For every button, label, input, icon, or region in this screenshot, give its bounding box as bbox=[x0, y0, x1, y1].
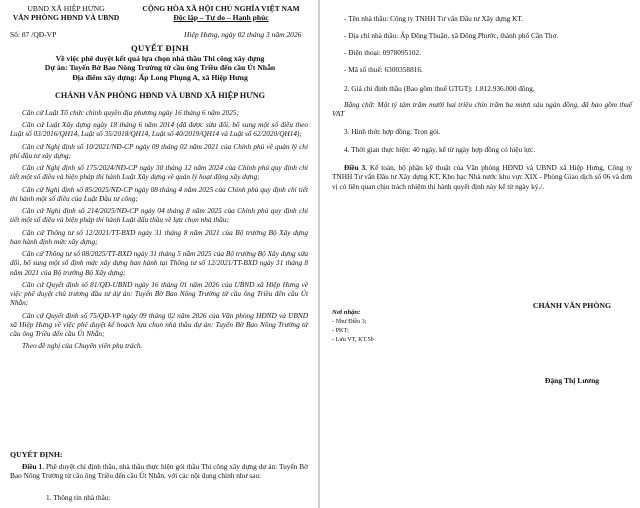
agency-line-1: UBND XÃ HIỆP HƯNG bbox=[27, 4, 105, 13]
construction-location: Địa điểm xây dựng: Ấp Long Phụng A, xã Hiệp Hưng bbox=[72, 72, 248, 82]
article-3-label: Điều 3. bbox=[344, 163, 367, 172]
document-date: Hiệp Hưng, ngày 02 tháng 3 năm 2026 bbox=[184, 30, 302, 39]
legal-basis-item: Căn cứ Quyết định số 75/QĐ-VP ngày 09 tháng 02 năm 2026 của Văn phòng HĐND và UBND xã Hiệp Hưng về việc phê duyệt kế hoạch lựa chọn nhà thầu dự án: Tuyến Bờ Bao Nông Trường từ cầu ông Triều đến cầu Út Nhẫn; bbox=[10, 310, 308, 339]
execution-time: 4. Thời gian thực hiện: 40 ngày, kể từ ngày hợp đồng có hiệu lực. bbox=[344, 145, 536, 154]
nation-name: CỘNG HÒA XÃ HỘI CHỦ NGHĨA VIỆT NAM bbox=[142, 4, 300, 13]
recipients-heading: Nơi nhận: bbox=[332, 309, 361, 316]
contractor-address: - Địa chỉ nhà thầu: Ấp Đông Thuận, xã Đông Phước, thành phố Cần Thơ. bbox=[344, 31, 559, 40]
signatory-title: CHÁNH VĂN PHÒNG bbox=[532, 301, 612, 310]
contract-price: 2. Giá chỉ định thầu (Bao gồm thuế GTGT): 1.812.936.000 đồng. bbox=[344, 84, 535, 93]
article-1 bbox=[10, 462, 308, 481]
national-header bbox=[128, 4, 314, 22]
national-motto: Độc lập – Tự do – Hạnh phúc bbox=[173, 13, 269, 22]
price-words-label: Bằng chữ: bbox=[344, 100, 376, 109]
legal-basis-item: Căn cứ Thông tư số 08/2025/TT-BXD ngày 31 tháng 5 năm 2025 của Bộ trưởng Bộ Xây dựng sửa đổi, bổ sung một số định mức xây dựng ban hành tại Thông tư số 12/2021/TT-BXD ngày 31 tháng 8 năm 2021 của Bộ trưởng Bộ Xây dựng; bbox=[10, 249, 308, 277]
legal-basis-item: Căn cứ Nghị định số 10/2021/NĐ-CP ngày 09 tháng 02 năm 2021 của Chính phủ về quản lý chi phí đầu tư xây dựng; bbox=[10, 141, 308, 160]
legal-basis-list bbox=[10, 108, 308, 354]
decision-title-block bbox=[10, 43, 310, 82]
legal-basis-item: Căn cứ Nghị định số 214/2025/NĐ-CP ngày 04 tháng 8 năm 2025 của Chính phủ quy định chi tiết một số điều và biện pháp thi hành Luật đấu thầu về lựa chọn nhà thầu; bbox=[10, 206, 308, 225]
agency-line-2: VĂN PHÒNG HĐND VÀ UBND bbox=[12, 13, 120, 22]
legal-basis-item: Theo đề nghị của Chuyên viên phụ trách. bbox=[22, 341, 143, 351]
recipient-item: - PKT; bbox=[332, 327, 349, 334]
article-1-label: Điều 1 bbox=[22, 462, 43, 471]
legal-basis-item: Căn cứ Luật Tổ chức chính quyền địa phương ngày 16 tháng 6 năm 2025; bbox=[22, 108, 239, 117]
article-3 bbox=[332, 163, 632, 191]
project-label: Dự án: bbox=[44, 63, 68, 73]
page-divider bbox=[318, 0, 320, 508]
legal-basis-item: Căn cứ Nghị định số 175/2024/NĐ-CP ngày 30 tháng 12 năm 2024 của Chính phủ quy định chi tiết một số điều và biện pháp thi hành Luật Xây dựng về quản lý hoạt động xây dựng; bbox=[10, 163, 308, 182]
decision-heading: QUYẾT ĐỊNH: bbox=[10, 450, 63, 459]
recipients-block bbox=[332, 308, 482, 344]
signatory-name: Đặng Thị Lương bbox=[544, 376, 600, 385]
issuing-agency bbox=[6, 4, 126, 22]
recipient-item: - Như Điều 3; bbox=[332, 318, 367, 325]
contractor-name: - Tên nhà thầu: Công ty TNHH Tư vấn Đầu tư Xây dựng KT. bbox=[344, 14, 524, 23]
document-type: QUYẾT ĐỊNH bbox=[131, 43, 189, 53]
contractor-tax-code: - Mã số thuế: 6300358816. bbox=[344, 65, 423, 74]
article-1-text: . Phê duyệt chỉ định thầu, nhà thầu thực hiện gói thầu Thi công xây dựng dự án: Tuyến Bờ Bao Nông Trường từ cầu ông Triều đến cầu Út Nhẫn, với các nội dung chính như sau: bbox=[10, 462, 308, 481]
contract-price-in-words bbox=[332, 100, 632, 119]
legal-basis-item: Căn cứ Quyết định số 81/QĐ-UBND ngày 16 tháng 01 năm 2026 của UBND xã Hiệp Hưng về việc phê duyệt chủ trương đầu tư dự án: Tuyến Bờ Bao Nông Trường từ cầu ông Triều đến cầu Út Nhẫn; bbox=[10, 279, 308, 308]
contractor-phone: - Điện thoại: 0978095102. bbox=[344, 48, 422, 57]
legal-basis-item: Căn cứ Thông tư số 12/2021/TT-BXD ngày 31 tháng 8 năm 2021 của Bộ trưởng Bộ Xây dựng ban hành định mức xây dựng; bbox=[10, 227, 308, 246]
legal-basis-item: Căn cứ Luật Xây dựng ngày 18 tháng 6 năm 2014 (đã được sửa đổi, bổ sung một số điều theo Luật số 03/2016/QH14, Luật số 35/2018/QH14, Luật số 40/2019/QH14 và Luật số 62/2020/QH14); bbox=[10, 120, 308, 139]
document-number: Số: 87 /QĐ-VP bbox=[10, 30, 57, 39]
project-line bbox=[10, 63, 310, 73]
price-words: Một tỷ tám trăm mười hai triệu chín trăm ba mươi sáu ngàn đồng, đã bao gồm thuế VAT bbox=[332, 100, 632, 119]
document-page-right bbox=[322, 0, 640, 508]
legal-basis-item: Căn cứ Nghị định số 85/2025/NĐ-CP ngày 08 tháng 4 năm 2025 của Chính phủ quy định chi tiết thi hành một số điều của Luật Đầu tư công; bbox=[10, 184, 308, 203]
contract-type: 3. Hình thức hợp đồng: Trọn gói. bbox=[344, 127, 441, 136]
project-name: Tuyến Bờ Bao Nông Trường từ cầu ông Triều đến cầu Út Nhẫn bbox=[69, 63, 276, 73]
contractor-info-heading: 1. Thông tin nhà thầu: bbox=[46, 493, 111, 502]
document-page-left bbox=[0, 0, 316, 508]
decision-subject: Về việc phê duyệt kết quả lựa chọn nhà thầu Thi công xây dựng bbox=[55, 53, 265, 63]
issuing-authority: CHÁNH VĂN PHÒNG HĐND VÀ UBND XÃ HIỆP HƯNG bbox=[55, 91, 265, 100]
recipient-item: - Lưu VT, KT.5b bbox=[332, 336, 374, 343]
article-3-text: Kế toán, bộ phận kỹ thuật của Văn phòng HĐND và UBND xã Hiệp Hưng, Công ty TNHH Tư vấn Đầu tư Xây dựng KT, Kho bạc Nhà nước khu vực XIX - Phòng Giao dịch số 06 và đơn vị có liên quan chịu trách nhiệm thi hành quyết định này kể từ ngày ký./. bbox=[332, 163, 632, 191]
